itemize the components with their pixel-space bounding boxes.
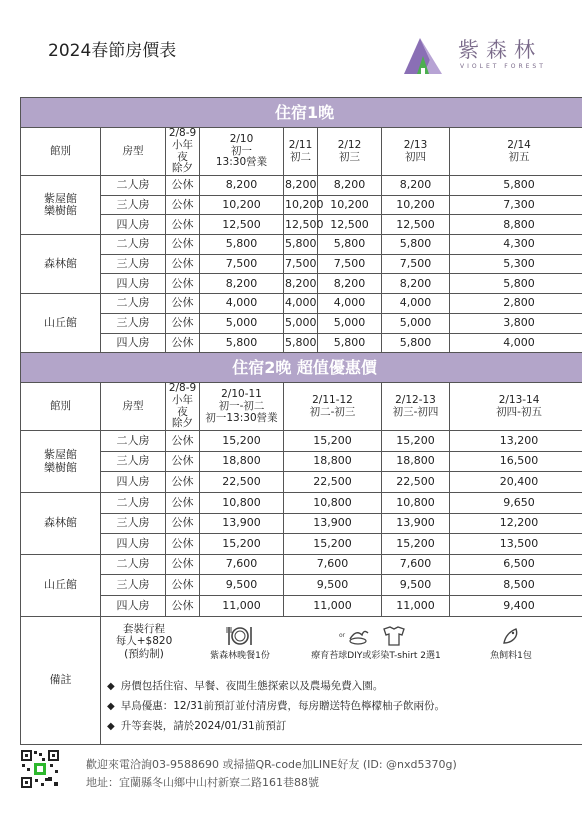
- price-cell: 10,200: [382, 195, 450, 215]
- price-cell: 18,800: [200, 451, 284, 472]
- table-row: [21, 274, 582, 294]
- fish-feed-icon: [500, 625, 522, 647]
- page-title: 2024春節房價表: [48, 41, 177, 61]
- price-cell: 22,500: [284, 472, 382, 493]
- package-info: [101, 623, 187, 661]
- room-type: 三人房: [101, 313, 166, 333]
- hall-name: 森林館: [21, 235, 101, 294]
- room-type: 四人房: [101, 472, 166, 493]
- table-row: [21, 451, 582, 472]
- column-header: 房型: [101, 128, 166, 176]
- table-row: [21, 235, 582, 255]
- price-cell: 8,200: [200, 274, 284, 294]
- package-item-label: 療育苔球DIY或彩染T-shirt 2選1: [311, 650, 441, 661]
- room-type: 三人房: [101, 195, 166, 215]
- closed-cell: 公休: [166, 195, 200, 215]
- qr-code-icon: [20, 749, 60, 789]
- price-cell: 9,500: [284, 575, 382, 596]
- price-cell: 5,800: [382, 333, 450, 353]
- room-type: 三人房: [101, 254, 166, 274]
- table-row: [21, 176, 582, 196]
- price-cell: 7,500: [382, 254, 450, 274]
- notes-row: [21, 616, 582, 744]
- brand-logo: [402, 34, 552, 76]
- price-cell: 8,200: [318, 176, 382, 196]
- hall-name: 紫屋館 欒樹館: [21, 431, 101, 493]
- price-cell: 13,900: [284, 513, 382, 534]
- table-row: [21, 431, 582, 452]
- room-type: 四人房: [101, 274, 166, 294]
- column-header: 房型: [101, 383, 166, 431]
- price-cell: 13,900: [200, 513, 284, 534]
- price-cell: 4,000: [318, 294, 382, 314]
- table-row: [21, 492, 582, 513]
- price-cell: 12,500: [382, 215, 450, 235]
- price-cell: 4,300: [450, 235, 582, 255]
- price-cell: 13,900: [382, 513, 450, 534]
- closed-cell: 公休: [166, 492, 200, 513]
- price-cell: 7,500: [318, 254, 382, 274]
- note-bullet: ◆ 升等套裝，請於2024/01/31前預訂: [107, 719, 287, 732]
- price-cell: 20,400: [450, 472, 582, 493]
- price-cell: 5,000: [382, 313, 450, 333]
- price-cell: 9,500: [200, 575, 284, 596]
- section2-title-row: [21, 353, 582, 383]
- price-cell: 8,200: [318, 274, 382, 294]
- section1-title: 住宿1晚: [21, 98, 582, 128]
- price-cell: 4,000: [382, 294, 450, 314]
- violet-forest-logo-icon: [402, 34, 444, 76]
- room-type: 四人房: [101, 215, 166, 235]
- table-row: [21, 554, 582, 575]
- room-type: 三人房: [101, 451, 166, 472]
- package-item-fish-feed: [471, 625, 551, 661]
- notes-label: 備註: [21, 616, 101, 744]
- package-item-label: 紫森林晚餐1份: [210, 650, 270, 661]
- price-cell: 5,300: [450, 254, 582, 274]
- notes-content: [101, 616, 582, 744]
- price-cell: 8,500: [450, 575, 582, 596]
- room-type: 二人房: [101, 176, 166, 196]
- room-type: 二人房: [101, 294, 166, 314]
- price-cell: 8,200: [382, 176, 450, 196]
- diy-tshirt-icon: [346, 625, 406, 647]
- room-type: 四人房: [101, 595, 166, 616]
- column-header: 館別: [21, 128, 101, 176]
- price-cell: 22,500: [382, 472, 450, 493]
- price-cell: 15,200: [382, 431, 450, 452]
- closed-cell: 公休: [166, 554, 200, 575]
- price-cell: 7,300: [450, 195, 582, 215]
- price-cell: 11,000: [284, 595, 382, 616]
- column-header: 2/11 初二: [284, 128, 318, 176]
- room-type: 三人房: [101, 575, 166, 596]
- note-text: 房價包括住宿、早餐、夜間生態探索以及農場免費入園。: [120, 679, 384, 692]
- column-header: 2/11-12 初二-初三: [284, 383, 382, 431]
- table-row: [21, 215, 582, 235]
- price-cell: 18,800: [284, 451, 382, 472]
- price-cell: 12,500: [284, 215, 318, 235]
- package-block: [101, 619, 582, 675]
- section1-header-row: [21, 128, 582, 176]
- price-cell: 13,200: [450, 431, 582, 452]
- price-cell: 8,800: [450, 215, 582, 235]
- table-row: [21, 313, 582, 333]
- section1-title-row: [21, 98, 582, 128]
- room-type: 三人房: [101, 513, 166, 534]
- room-type: 二人房: [101, 235, 166, 255]
- closed-cell: 公休: [166, 294, 200, 314]
- price-cell: 11,000: [382, 595, 450, 616]
- price-cell: 10,800: [284, 492, 382, 513]
- section2-header-row: [21, 383, 582, 431]
- package-title: 套裝行程: [123, 622, 165, 635]
- price-cell: 2,800: [450, 294, 582, 314]
- price-cell: 5,800: [450, 176, 582, 196]
- column-header: 2/12-13 初三-初四: [382, 383, 450, 431]
- closed-cell: 公休: [166, 595, 200, 616]
- footer-contact: 歡迎來電洽詢03-9588690 或掃描QR-code加LINE好友 (ID: @nxd5370g): [86, 758, 457, 771]
- closed-cell: 公休: [166, 215, 200, 235]
- price-cell: 7,600: [284, 554, 382, 575]
- note-text: 升等套裝，請於2024/01/31前預訂: [120, 719, 287, 732]
- column-header: 2/8-9 小年夜 除夕: [166, 128, 200, 176]
- price-cell: 7,500: [284, 254, 318, 274]
- price-cell: 5,800: [284, 333, 318, 353]
- table-row: [21, 294, 582, 314]
- price-cell: 8,200: [200, 176, 284, 196]
- price-cell: 15,200: [382, 534, 450, 555]
- price-cell: 10,200: [318, 195, 382, 215]
- closed-cell: 公休: [166, 176, 200, 196]
- hall-name: 山丘館: [21, 294, 101, 353]
- line-qr-code-icon[interactable]: [20, 749, 60, 789]
- price-cell: 13,500: [450, 534, 582, 555]
- price-cell: 4,000: [450, 333, 582, 353]
- closed-cell: 公休: [166, 333, 200, 353]
- room-type: 四人房: [101, 534, 166, 555]
- table-row: [21, 513, 582, 534]
- price-cell: 15,200: [284, 431, 382, 452]
- price-cell: 5,000: [200, 313, 284, 333]
- price-cell: 4,000: [200, 294, 284, 314]
- price-cell: 7,500: [200, 254, 284, 274]
- price-table: [20, 97, 582, 745]
- price-cell: 10,800: [382, 492, 450, 513]
- price-cell: 5,000: [318, 313, 382, 333]
- note-bullet: ◆ 早鳥優惠：12/31前預訂並付清房費，每房贈送特色檸檬柚子飲兩份。: [107, 699, 445, 712]
- price-cell: 15,200: [200, 431, 284, 452]
- price-cell: 10,200: [200, 195, 284, 215]
- price-cell: 7,600: [200, 554, 284, 575]
- price-cell: 22,500: [200, 472, 284, 493]
- room-type: 二人房: [101, 492, 166, 513]
- or-text: or: [339, 631, 346, 639]
- column-header: 2/12 初三: [318, 128, 382, 176]
- price-cell: 12,200: [450, 513, 582, 534]
- price-cell: 3,800: [450, 313, 582, 333]
- closed-cell: 公休: [166, 254, 200, 274]
- table-row: [21, 254, 582, 274]
- table-row: [21, 333, 582, 353]
- price-cell: 10,800: [200, 492, 284, 513]
- column-header: 2/10-11 初一-初二 初一13:30營業: [200, 383, 284, 431]
- table-row: [21, 195, 582, 215]
- room-type: 四人房: [101, 333, 166, 353]
- price-cell: 15,200: [200, 534, 284, 555]
- brand-name: 紫森林: [458, 38, 542, 62]
- dinner-plate-icon: [225, 625, 255, 647]
- table-row: [21, 575, 582, 596]
- column-header: 館別: [21, 383, 101, 431]
- price-cell: 9,500: [382, 575, 450, 596]
- price-cell: 5,800: [284, 235, 318, 255]
- price-cell: 5,000: [284, 313, 318, 333]
- price-cell: 15,200: [284, 534, 382, 555]
- price-cell: 5,800: [382, 235, 450, 255]
- column-header: 2/13 初四: [382, 128, 450, 176]
- package-note: (預約制): [124, 648, 164, 661]
- closed-cell: 公休: [166, 235, 200, 255]
- closed-cell: 公休: [166, 451, 200, 472]
- price-cell: 11,000: [200, 595, 284, 616]
- price-cell: 4,000: [284, 294, 318, 314]
- package-item-label: 魚飼料1包: [490, 650, 532, 661]
- note-text: 早鳥優惠：12/31前預訂並付清房費，每房贈送特色檸檬柚子飲兩份。: [120, 699, 445, 712]
- room-type: 二人房: [101, 431, 166, 452]
- price-cell: 12,500: [200, 215, 284, 235]
- table-row: [21, 534, 582, 555]
- closed-cell: 公休: [166, 313, 200, 333]
- closed-cell: 公休: [166, 274, 200, 294]
- price-cell: 9,650: [450, 492, 582, 513]
- price-cell: 5,800: [318, 333, 382, 353]
- price-cell: 8,200: [284, 274, 318, 294]
- closed-cell: 公休: [166, 575, 200, 596]
- brand-subtitle: VIOLET FOREST: [460, 63, 546, 70]
- closed-cell: 公休: [166, 431, 200, 452]
- price-cell: 5,800: [318, 235, 382, 255]
- footer-address: 地址：宜蘭縣冬山鄉中山村新寮二路161巷88號: [86, 776, 319, 789]
- package-item-diy: [296, 625, 456, 661]
- price-cell: 8,200: [284, 176, 318, 196]
- closed-cell: 公休: [166, 472, 200, 493]
- price-cell: 10,200: [284, 195, 318, 215]
- note-bullet: ◆ 房價包括住宿、早餐、夜間生態探索以及農場免費入園。: [107, 679, 384, 692]
- price-cell: 6,500: [450, 554, 582, 575]
- column-header: 2/13-14 初四-初五: [450, 383, 582, 431]
- table-row: [21, 472, 582, 493]
- price-cell: 12,500: [318, 215, 382, 235]
- closed-cell: 公休: [166, 513, 200, 534]
- price-cell: 16,500: [450, 451, 582, 472]
- package-item-dinner: [197, 625, 283, 661]
- table-row: [21, 595, 582, 616]
- hall-name: 山丘館: [21, 554, 101, 616]
- price-cell: 5,800: [450, 274, 582, 294]
- price-cell: 5,800: [200, 333, 284, 353]
- price-cell: 8,200: [382, 274, 450, 294]
- hall-name: 紫屋館 欒樹館: [21, 176, 101, 235]
- column-header: 2/14 初五: [450, 128, 582, 176]
- closed-cell: 公休: [166, 534, 200, 555]
- price-sheet: [20, 97, 558, 745]
- column-header: 2/10 初一 13:30營業: [200, 128, 284, 176]
- price-cell: 18,800: [382, 451, 450, 472]
- package-price: 每人+$820: [115, 635, 173, 648]
- price-cell: 5,800: [200, 235, 284, 255]
- column-header: 2/8-9 小年夜 除夕: [166, 383, 200, 431]
- room-type: 二人房: [101, 554, 166, 575]
- hall-name: 森林館: [21, 492, 101, 554]
- section2-title: 住宿2晚 超值優惠價: [21, 353, 582, 383]
- price-cell: 7,600: [382, 554, 450, 575]
- price-cell: 9,400: [450, 595, 582, 616]
